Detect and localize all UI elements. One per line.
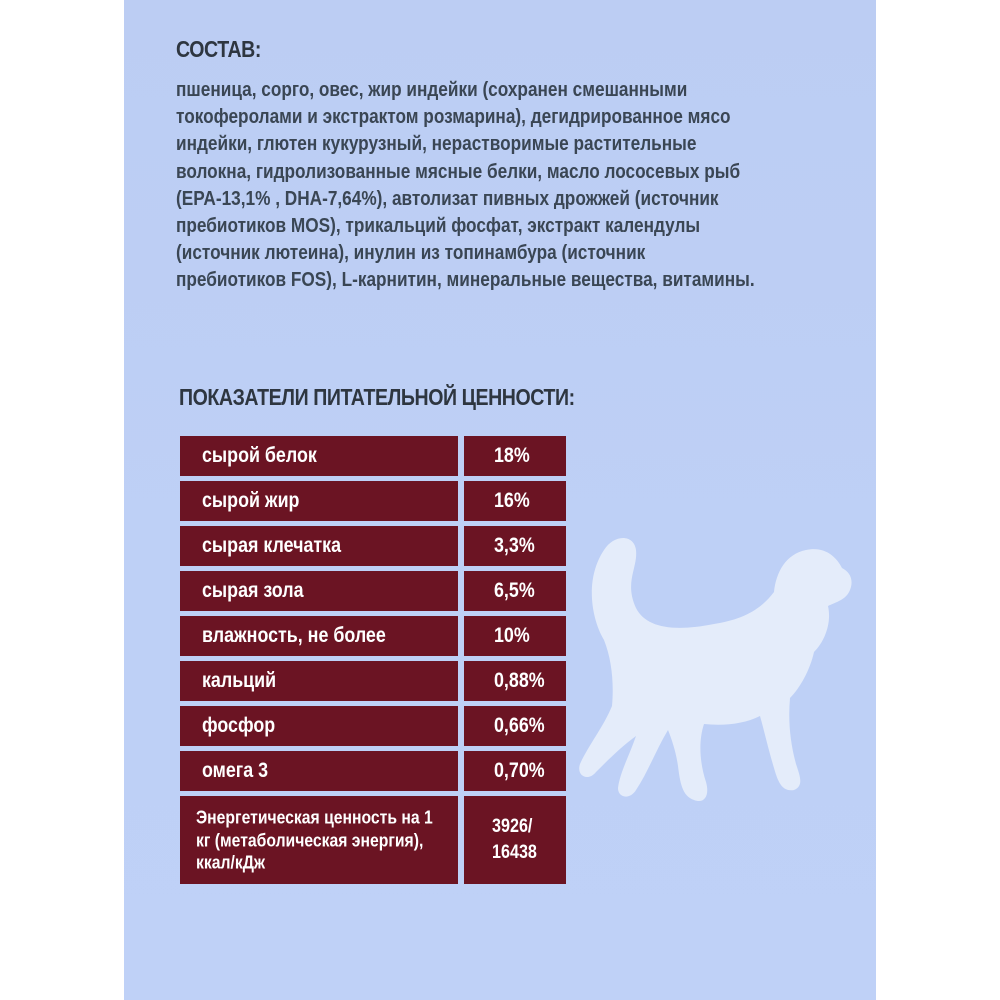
table-row (180, 706, 566, 751)
nutrient-name-cell (180, 616, 458, 656)
composition-line: пшеница, сорго, овес, жир индейки (сохранен смешанными (176, 78, 688, 101)
nutrient-value: 0,70% (494, 759, 545, 782)
nutrient-name: сырой белок (202, 444, 317, 467)
nutrient-value-cell (464, 481, 566, 521)
nutrition-title: ПОКАЗАТЕЛИ ПИТАТЕЛЬНОЙ ЦЕННОСТИ: (179, 384, 575, 410)
nutrient-value: 6,5% (494, 579, 535, 602)
composition-line: токоферолами и экстрактом розмарина), дегидрированное мясо (176, 105, 731, 129)
nutrient-name: Энергетическая ценность на 1 кг (метаболическая энергия), ккал/кДж (196, 806, 433, 873)
table-row (180, 661, 566, 706)
nutrient-value: 0,88% (494, 669, 545, 692)
nutrient-value-cell (464, 706, 566, 746)
composition-line: (EPA-13,1% , DHA-7,64%), автолизат пивных дрожжей (источник (176, 186, 719, 210)
nutrient-name: сырая зола (202, 579, 304, 602)
nutrient-value-cell (464, 571, 566, 611)
table-row (180, 436, 566, 481)
nutrient-value: 10% (494, 624, 530, 647)
nutrient-name: сырой жир (202, 489, 300, 512)
nutrient-name-cell (180, 706, 458, 746)
nutrient-name-cell (180, 436, 458, 476)
composition-line: (источник лютеина), инулин из топинамбура (источник (176, 241, 646, 265)
nutrient-value: 16% (494, 489, 530, 512)
nutrient-value-cell (464, 751, 566, 791)
nutrient-value-cell (464, 796, 566, 884)
nutrient-name: кальций (202, 669, 277, 692)
nutrient-name-cell (180, 526, 458, 566)
table-row (180, 751, 566, 796)
nutrient-value-cell (464, 616, 566, 656)
composition-line: индейки, глютен кукурузный, нерастворимые растительные (176, 132, 697, 156)
nutrient-value: 3,3% (494, 534, 535, 557)
nutrient-name: омега 3 (202, 759, 269, 782)
nutrient-name: влажность, не более (202, 624, 386, 647)
table-row (180, 616, 566, 661)
nutrient-value: 18% (494, 444, 530, 467)
nutrient-value: 3926/ 16438 (492, 816, 537, 863)
composition-title: СОСТАВ: (176, 36, 261, 62)
table-row (180, 481, 566, 526)
product-info-panel (124, 0, 876, 1000)
table-row-energy (180, 796, 566, 888)
dog-silhouette-icon (574, 520, 864, 820)
composition-line: пребиотиков MOS), трикальций фосфат, экстракт календулы (176, 214, 701, 238)
nutrient-name-cell (180, 661, 458, 701)
table-row (180, 571, 566, 616)
nutrient-value-cell (464, 661, 566, 701)
composition-line: волокна, гидролизованные мясные белки, масло лососевых рыб (176, 159, 741, 183)
nutrient-name: фосфор (202, 714, 276, 737)
nutrient-value-cell (464, 526, 566, 566)
nutrient-name: сырая клечатка (202, 534, 342, 557)
nutrient-value: 0,66% (494, 714, 545, 737)
nutrient-value-cell (464, 436, 566, 476)
table-row (180, 526, 566, 571)
composition-line: пребиотиков FOS), L-карнитин, минеральные вещества, витамины. (176, 268, 755, 292)
nutrition-table (180, 436, 566, 888)
nutrient-name-cell (180, 481, 458, 521)
nutrient-name-cell (180, 571, 458, 611)
composition-text (176, 76, 831, 294)
nutrient-name-cell (180, 751, 458, 791)
nutrient-name-cell (180, 796, 458, 884)
